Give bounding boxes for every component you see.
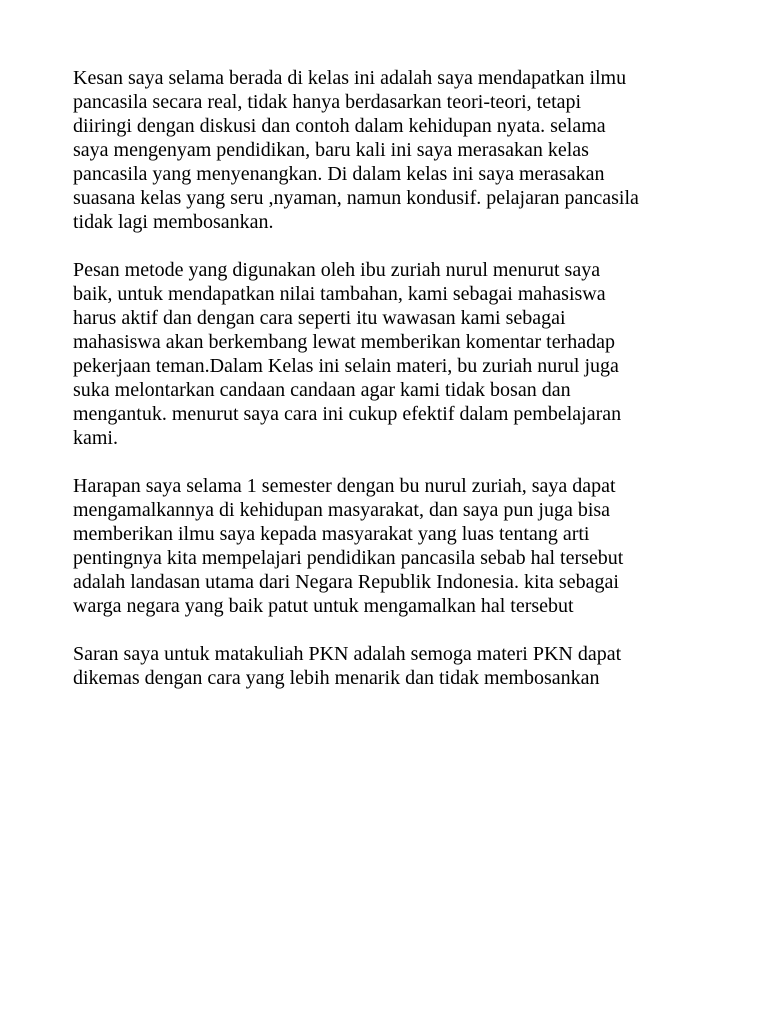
text-line: pentingnya kita mempelajari pendidikan pancasila sebab hal tersebut bbox=[73, 547, 624, 569]
paragraph-kesan bbox=[73, 66, 733, 234]
text-line: pekerjaan teman.Dalam Kelas ini selain materi, bu zuriah nurul juga bbox=[73, 355, 619, 377]
text-line: saya mengenyam pendidikan, baru kali ini saya merasakan kelas bbox=[73, 139, 589, 161]
text-line: Harapan saya selama 1 semester dengan bu nurul zuriah, saya dapat bbox=[73, 475, 616, 497]
text-line: diiringi dengan diskusi dan contoh dalam kehidupan nyata. selama bbox=[73, 115, 606, 137]
text-line: warga negara yang baik patut untuk mengamalkan hal tersebut bbox=[73, 595, 574, 617]
text-line: memberikan ilmu saya kepada masyarakat yang luas tentang arti bbox=[73, 523, 590, 545]
paragraph-saran bbox=[73, 642, 733, 690]
text-line: mengantuk. menurut saya cara ini cukup efektif dalam pembelajaran bbox=[73, 403, 622, 425]
text-line: Saran saya untuk matakuliah PKN adalah semoga materi PKN dapat bbox=[73, 643, 622, 665]
text-line: mengamalkannya di kehidupan masyarakat, dan saya pun juga bisa bbox=[73, 499, 611, 521]
text-line: dikemas dengan cara yang lebih menarik dan tidak membosankan bbox=[73, 667, 600, 689]
text-line: Pesan metode yang digunakan oleh ibu zuriah nurul menurut saya bbox=[73, 259, 601, 281]
text-line: pancasila yang menyenangkan. Di dalam kelas ini saya merasakan bbox=[73, 163, 605, 185]
paragraph-pesan bbox=[73, 258, 733, 450]
text-line: harus aktif dan dengan cara seperti itu wawasan kami sebagai bbox=[73, 307, 566, 329]
text-line: baik, untuk mendapatkan nilai tambahan, kami sebagai mahasiswa bbox=[73, 283, 606, 305]
text-line: mahasiswa akan berkembang lewat memberikan komentar terhadap bbox=[73, 331, 616, 353]
text-line: pancasila secara real, tidak hanya berdasarkan teori-teori, tetapi bbox=[73, 91, 582, 113]
text-line: kami. bbox=[73, 427, 118, 449]
document-body bbox=[73, 66, 733, 714]
paragraph-harapan bbox=[73, 474, 733, 618]
text-line: adalah landasan utama dari Negara Republik Indonesia. kita sebagai bbox=[73, 571, 619, 593]
text-line: tidak lagi membosankan. bbox=[73, 211, 274, 233]
text-line: Kesan saya selama berada di kelas ini adalah saya mendapatkan ilmu bbox=[73, 67, 627, 89]
text-line: suka melontarkan candaan candaan agar kami tidak bosan dan bbox=[73, 379, 571, 401]
text-line: suasana kelas yang seru ,nyaman, namun kondusif. pelajaran pancasila bbox=[73, 187, 639, 209]
